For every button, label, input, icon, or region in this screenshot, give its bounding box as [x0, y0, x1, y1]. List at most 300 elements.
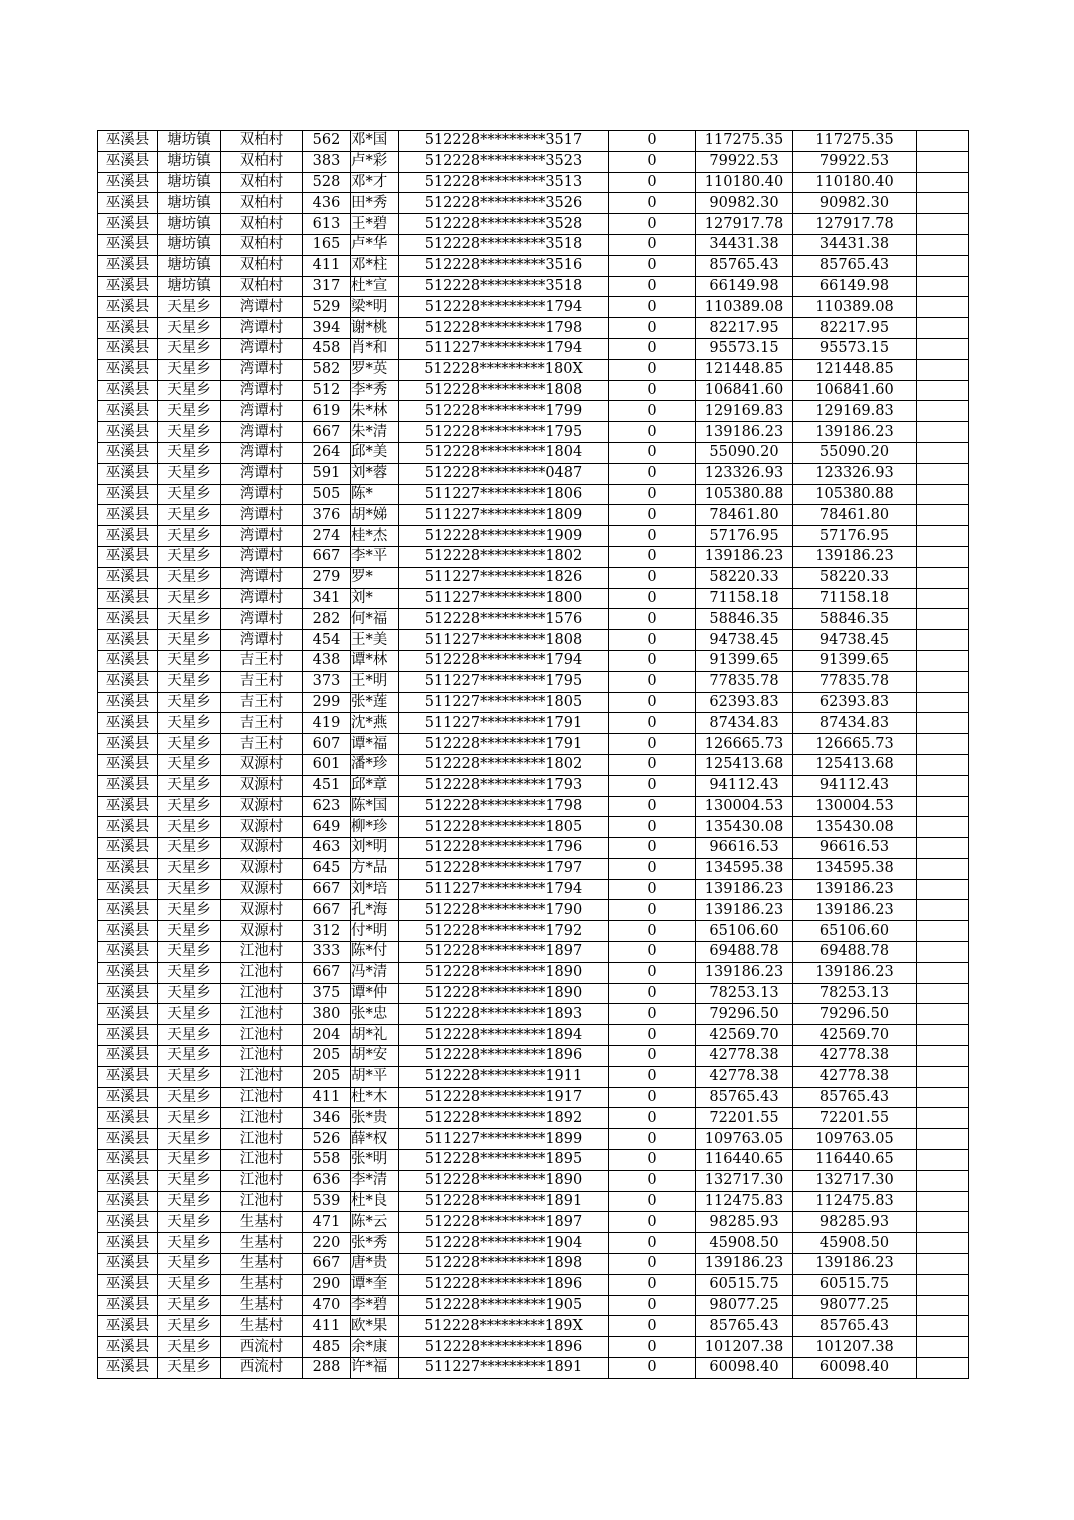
county-cell: 巫溪县 [98, 650, 158, 671]
total-cell: 91399.65 [793, 650, 917, 671]
village-cell: 湾谭村 [221, 380, 303, 401]
zero-cell: 0 [609, 879, 696, 900]
remark-cell [917, 1233, 969, 1254]
township-cell: 塘坊镇 [158, 172, 221, 193]
table-row [98, 1191, 969, 1212]
zero-cell: 0 [609, 609, 696, 630]
amount-cell: 135430.08 [696, 817, 793, 838]
remark-cell [917, 463, 969, 484]
id-number-cell: 512228*********1795 [399, 422, 609, 443]
total-cell: 90982.30 [793, 193, 917, 214]
name-cell: 邱*章 [351, 775, 399, 796]
name-cell: 张*明 [351, 1150, 399, 1171]
township-cell: 天星乡 [158, 817, 221, 838]
zero-cell: 0 [609, 754, 696, 775]
amount-cell: 139186.23 [696, 879, 793, 900]
county-cell: 巫溪县 [98, 609, 158, 630]
county-cell: 巫溪县 [98, 526, 158, 547]
area-cell: 165 [303, 234, 351, 255]
township-cell: 天星乡 [158, 921, 221, 942]
zero-cell: 0 [609, 380, 696, 401]
area-cell: 539 [303, 1191, 351, 1212]
village-cell: 湾谭村 [221, 318, 303, 339]
table-row [98, 1150, 969, 1171]
remark-cell [917, 734, 969, 755]
county-cell: 巫溪县 [98, 1233, 158, 1254]
amount-cell: 87434.83 [696, 713, 793, 734]
id-number-cell: 512228*********1909 [399, 526, 609, 547]
zero-cell: 0 [609, 1233, 696, 1254]
total-cell: 85765.43 [793, 255, 917, 276]
township-cell: 塘坊镇 [158, 276, 221, 297]
area-cell: 667 [303, 546, 351, 567]
table-row [98, 172, 969, 193]
amount-cell: 101207.38 [696, 1337, 793, 1358]
zero-cell: 0 [609, 796, 696, 817]
name-cell: 潘*珍 [351, 754, 399, 775]
township-cell: 天星乡 [158, 879, 221, 900]
county-cell: 巫溪县 [98, 1337, 158, 1358]
total-cell: 116440.65 [793, 1150, 917, 1171]
zero-cell: 0 [609, 546, 696, 567]
village-cell: 湾谭村 [221, 526, 303, 547]
zero-cell: 0 [609, 422, 696, 443]
village-cell: 生基村 [221, 1212, 303, 1233]
area-cell: 380 [303, 1004, 351, 1025]
township-cell: 天星乡 [158, 838, 221, 859]
id-number-cell: 512228*********1798 [399, 796, 609, 817]
name-cell: 胡*礼 [351, 1025, 399, 1046]
name-cell: 朱*林 [351, 401, 399, 422]
table-row [98, 463, 969, 484]
township-cell: 天星乡 [158, 1191, 221, 1212]
township-cell: 塘坊镇 [158, 131, 221, 152]
amount-cell: 116440.65 [696, 1150, 793, 1171]
area-cell: 463 [303, 838, 351, 859]
county-cell: 巫溪县 [98, 484, 158, 505]
zero-cell: 0 [609, 1316, 696, 1337]
total-cell: 79922.53 [793, 151, 917, 172]
amount-cell: 79922.53 [696, 151, 793, 172]
zero-cell: 0 [609, 734, 696, 755]
id-number-cell: 512228*********1802 [399, 754, 609, 775]
total-cell: 139186.23 [793, 962, 917, 983]
table-row [98, 1337, 969, 1358]
id-number-cell: 511227*********1794 [399, 338, 609, 359]
amount-cell: 139186.23 [696, 900, 793, 921]
remark-cell [917, 921, 969, 942]
county-cell: 巫溪县 [98, 588, 158, 609]
table-row [98, 1108, 969, 1129]
total-cell: 45908.50 [793, 1233, 917, 1254]
name-cell: 李*平 [351, 546, 399, 567]
township-cell: 天星乡 [158, 1129, 221, 1150]
remark-cell [917, 879, 969, 900]
total-cell: 112475.83 [793, 1191, 917, 1212]
zero-cell: 0 [609, 401, 696, 422]
remark-cell [917, 484, 969, 505]
total-cell: 139186.23 [793, 900, 917, 921]
remark-cell [917, 546, 969, 567]
total-cell: 95573.15 [793, 338, 917, 359]
zero-cell: 0 [609, 650, 696, 671]
zero-cell: 0 [609, 172, 696, 193]
id-number-cell: 511227*********1826 [399, 567, 609, 588]
remark-cell [917, 401, 969, 422]
remark-cell [917, 131, 969, 152]
amount-cell: 71158.18 [696, 588, 793, 609]
id-number-cell: 511227*********1805 [399, 692, 609, 713]
name-cell: 许*福 [351, 1358, 399, 1379]
village-cell: 湾谭村 [221, 567, 303, 588]
table-row [98, 1316, 969, 1337]
table-row [98, 297, 969, 318]
remark-cell [917, 588, 969, 609]
name-cell: 杜*木 [351, 1087, 399, 1108]
remark-cell [917, 713, 969, 734]
village-cell: 江池村 [221, 1025, 303, 1046]
area-cell: 558 [303, 1150, 351, 1171]
village-cell: 双柏村 [221, 214, 303, 235]
village-cell: 湾谭村 [221, 484, 303, 505]
remark-cell [917, 650, 969, 671]
table-row [98, 609, 969, 630]
area-cell: 375 [303, 983, 351, 1004]
remark-cell [917, 962, 969, 983]
county-cell: 巫溪县 [98, 1212, 158, 1233]
amount-cell: 60515.75 [696, 1274, 793, 1295]
township-cell: 天星乡 [158, 1004, 221, 1025]
township-cell: 天星乡 [158, 484, 221, 505]
county-cell: 巫溪县 [98, 775, 158, 796]
zero-cell: 0 [609, 526, 696, 547]
name-cell: 张*秀 [351, 1233, 399, 1254]
remark-cell [917, 1129, 969, 1150]
id-number-cell: 512228*********3523 [399, 151, 609, 172]
table-row [98, 1025, 969, 1046]
name-cell: 张*莲 [351, 692, 399, 713]
area-cell: 451 [303, 775, 351, 796]
amount-cell: 79296.50 [696, 1004, 793, 1025]
township-cell: 天星乡 [158, 1066, 221, 1087]
amount-cell: 55090.20 [696, 442, 793, 463]
county-cell: 巫溪县 [98, 1087, 158, 1108]
amount-cell: 94738.45 [696, 630, 793, 651]
amount-cell: 90982.30 [696, 193, 793, 214]
name-cell: 卢*华 [351, 234, 399, 255]
village-cell: 双柏村 [221, 234, 303, 255]
id-number-cell: 512228*********3518 [399, 276, 609, 297]
amount-cell: 42778.38 [696, 1066, 793, 1087]
amount-cell: 130004.53 [696, 796, 793, 817]
village-cell: 吉王村 [221, 671, 303, 692]
village-cell: 江池村 [221, 962, 303, 983]
village-cell: 双源村 [221, 858, 303, 879]
id-number-cell: 512228*********180X [399, 359, 609, 380]
village-cell: 生基村 [221, 1316, 303, 1337]
id-number-cell: 512228*********3516 [399, 255, 609, 276]
name-cell: 张*忠 [351, 1004, 399, 1025]
zero-cell: 0 [609, 942, 696, 963]
id-number-cell: 512228*********3513 [399, 172, 609, 193]
total-cell: 94738.45 [793, 630, 917, 651]
zero-cell: 0 [609, 983, 696, 1004]
table-row [98, 1129, 969, 1150]
remark-cell [917, 234, 969, 255]
table-row [98, 796, 969, 817]
remark-cell [917, 442, 969, 463]
records-table [97, 130, 969, 1379]
name-cell: 谢*桃 [351, 318, 399, 339]
area-cell: 204 [303, 1025, 351, 1046]
village-cell: 湾谭村 [221, 588, 303, 609]
county-cell: 巫溪县 [98, 318, 158, 339]
county-cell: 巫溪县 [98, 131, 158, 152]
township-cell: 天星乡 [158, 796, 221, 817]
township-cell: 天星乡 [158, 1295, 221, 1316]
area-cell: 667 [303, 879, 351, 900]
table-row [98, 921, 969, 942]
table-row [98, 234, 969, 255]
remark-cell [917, 1316, 969, 1337]
name-cell: 王*明 [351, 671, 399, 692]
area-cell: 346 [303, 1108, 351, 1129]
county-cell: 巫溪县 [98, 463, 158, 484]
name-cell: 陈*云 [351, 1212, 399, 1233]
county-cell: 巫溪县 [98, 1295, 158, 1316]
area-cell: 411 [303, 1087, 351, 1108]
area-cell: 317 [303, 276, 351, 297]
township-cell: 天星乡 [158, 962, 221, 983]
id-number-cell: 512228*********1808 [399, 380, 609, 401]
zero-cell: 0 [609, 567, 696, 588]
id-number-cell: 512228*********3528 [399, 214, 609, 235]
zero-cell: 0 [609, 630, 696, 651]
county-cell: 巫溪县 [98, 546, 158, 567]
name-cell: 沈*燕 [351, 713, 399, 734]
remark-cell [917, 900, 969, 921]
village-cell: 吉王村 [221, 650, 303, 671]
name-cell: 梁*明 [351, 297, 399, 318]
county-cell: 巫溪县 [98, 713, 158, 734]
county-cell: 巫溪县 [98, 983, 158, 1004]
zero-cell: 0 [609, 775, 696, 796]
area-cell: 649 [303, 817, 351, 838]
township-cell: 天星乡 [158, 1274, 221, 1295]
area-cell: 582 [303, 359, 351, 380]
id-number-cell: 512228*********1796 [399, 838, 609, 859]
zero-cell: 0 [609, 1004, 696, 1025]
village-cell: 双柏村 [221, 276, 303, 297]
name-cell: 邱*美 [351, 442, 399, 463]
area-cell: 512 [303, 380, 351, 401]
zero-cell: 0 [609, 463, 696, 484]
name-cell: 肖*和 [351, 338, 399, 359]
remark-cell [917, 276, 969, 297]
area-cell: 205 [303, 1066, 351, 1087]
county-cell: 巫溪县 [98, 921, 158, 942]
zero-cell: 0 [609, 900, 696, 921]
name-cell: 冯*清 [351, 962, 399, 983]
name-cell: 何*福 [351, 609, 399, 630]
total-cell: 72201.55 [793, 1108, 917, 1129]
total-cell: 110180.40 [793, 172, 917, 193]
village-cell: 吉王村 [221, 713, 303, 734]
village-cell: 双柏村 [221, 255, 303, 276]
amount-cell: 58846.35 [696, 609, 793, 630]
table-row [98, 879, 969, 900]
amount-cell: 78461.80 [696, 505, 793, 526]
table-row [98, 983, 969, 1004]
remark-cell [917, 1066, 969, 1087]
name-cell: 杜*宣 [351, 276, 399, 297]
total-cell: 110389.08 [793, 297, 917, 318]
table-row [98, 588, 969, 609]
county-cell: 巫溪县 [98, 422, 158, 443]
remark-cell [917, 838, 969, 859]
name-cell: 胡*安 [351, 1046, 399, 1067]
id-number-cell: 512228*********3517 [399, 131, 609, 152]
table-row [98, 1170, 969, 1191]
table-row [98, 775, 969, 796]
table-row [98, 630, 969, 651]
table-row [98, 1295, 969, 1316]
id-number-cell: 512228*********3518 [399, 234, 609, 255]
total-cell: 126665.73 [793, 734, 917, 755]
county-cell: 巫溪县 [98, 234, 158, 255]
total-cell: 106841.60 [793, 380, 917, 401]
village-cell: 江池村 [221, 983, 303, 1004]
zero-cell: 0 [609, 962, 696, 983]
zero-cell: 0 [609, 1212, 696, 1233]
zero-cell: 0 [609, 671, 696, 692]
county-cell: 巫溪县 [98, 817, 158, 838]
id-number-cell: 512228*********1896 [399, 1046, 609, 1067]
village-cell: 湾谭村 [221, 505, 303, 526]
county-cell: 巫溪县 [98, 838, 158, 859]
table-row [98, 838, 969, 859]
total-cell: 139186.23 [793, 879, 917, 900]
name-cell: 刘*蓉 [351, 463, 399, 484]
total-cell: 94112.43 [793, 775, 917, 796]
area-cell: 623 [303, 796, 351, 817]
id-number-cell: 512228*********1894 [399, 1025, 609, 1046]
total-cell: 98077.25 [793, 1295, 917, 1316]
village-cell: 双柏村 [221, 172, 303, 193]
village-cell: 湾谭村 [221, 609, 303, 630]
id-number-cell: 512228*********0487 [399, 463, 609, 484]
name-cell: 杜*良 [351, 1191, 399, 1212]
id-number-cell: 511227*********1891 [399, 1358, 609, 1379]
table-row [98, 1087, 969, 1108]
total-cell: 105380.88 [793, 484, 917, 505]
remark-cell [917, 1274, 969, 1295]
name-cell: 李*秀 [351, 380, 399, 401]
name-cell: 李*碧 [351, 1295, 399, 1316]
name-cell: 欧*果 [351, 1316, 399, 1337]
table-row [98, 255, 969, 276]
total-cell: 135430.08 [793, 817, 917, 838]
id-number-cell: 512228*********1794 [399, 297, 609, 318]
area-cell: 601 [303, 754, 351, 775]
zero-cell: 0 [609, 713, 696, 734]
amount-cell: 85765.43 [696, 1087, 793, 1108]
township-cell: 天星乡 [158, 942, 221, 963]
amount-cell: 112475.83 [696, 1191, 793, 1212]
name-cell: 薛*权 [351, 1129, 399, 1150]
total-cell: 87434.83 [793, 713, 917, 734]
zero-cell: 0 [609, 1254, 696, 1275]
zero-cell: 0 [609, 359, 696, 380]
township-cell: 天星乡 [158, 775, 221, 796]
amount-cell: 121448.85 [696, 359, 793, 380]
county-cell: 巫溪县 [98, 962, 158, 983]
county-cell: 巫溪县 [98, 1254, 158, 1275]
name-cell: 刘*明 [351, 838, 399, 859]
amount-cell: 98285.93 [696, 1212, 793, 1233]
township-cell: 天星乡 [158, 463, 221, 484]
zero-cell: 0 [609, 1046, 696, 1067]
area-cell: 394 [303, 318, 351, 339]
village-cell: 江池村 [221, 1150, 303, 1171]
county-cell: 巫溪县 [98, 1170, 158, 1191]
area-cell: 436 [303, 193, 351, 214]
county-cell: 巫溪县 [98, 276, 158, 297]
area-cell: 282 [303, 609, 351, 630]
area-cell: 419 [303, 713, 351, 734]
area-cell: 438 [303, 650, 351, 671]
village-cell: 生基村 [221, 1295, 303, 1316]
amount-cell: 139186.23 [696, 422, 793, 443]
id-number-cell: 512228*********1797 [399, 858, 609, 879]
table-row [98, 359, 969, 380]
township-cell: 天星乡 [158, 588, 221, 609]
amount-cell: 117275.35 [696, 131, 793, 152]
table-row [98, 713, 969, 734]
amount-cell: 34431.38 [696, 234, 793, 255]
name-cell: 陈*国 [351, 796, 399, 817]
village-cell: 生基村 [221, 1274, 303, 1295]
name-cell: 陈*付 [351, 942, 399, 963]
area-cell: 667 [303, 1254, 351, 1275]
remark-cell [917, 297, 969, 318]
township-cell: 天星乡 [158, 650, 221, 671]
village-cell: 吉王村 [221, 692, 303, 713]
name-cell: 柳*珍 [351, 817, 399, 838]
amount-cell: 42778.38 [696, 1046, 793, 1067]
township-cell: 天星乡 [158, 297, 221, 318]
zero-cell: 0 [609, 1170, 696, 1191]
table-row [98, 1358, 969, 1379]
zero-cell: 0 [609, 1087, 696, 1108]
village-cell: 双柏村 [221, 151, 303, 172]
table-row [98, 1233, 969, 1254]
area-cell: 471 [303, 1212, 351, 1233]
village-cell: 双源村 [221, 879, 303, 900]
remark-cell [917, 338, 969, 359]
amount-cell: 127917.78 [696, 214, 793, 235]
id-number-cell: 512228*********1896 [399, 1274, 609, 1295]
county-cell: 巫溪县 [98, 297, 158, 318]
area-cell: 220 [303, 1233, 351, 1254]
id-number-cell: 512228*********1576 [399, 609, 609, 630]
area-cell: 458 [303, 338, 351, 359]
table-row [98, 1046, 969, 1067]
remark-cell [917, 1004, 969, 1025]
id-number-cell: 511227*********1795 [399, 671, 609, 692]
amount-cell: 69488.78 [696, 942, 793, 963]
name-cell: 王*美 [351, 630, 399, 651]
